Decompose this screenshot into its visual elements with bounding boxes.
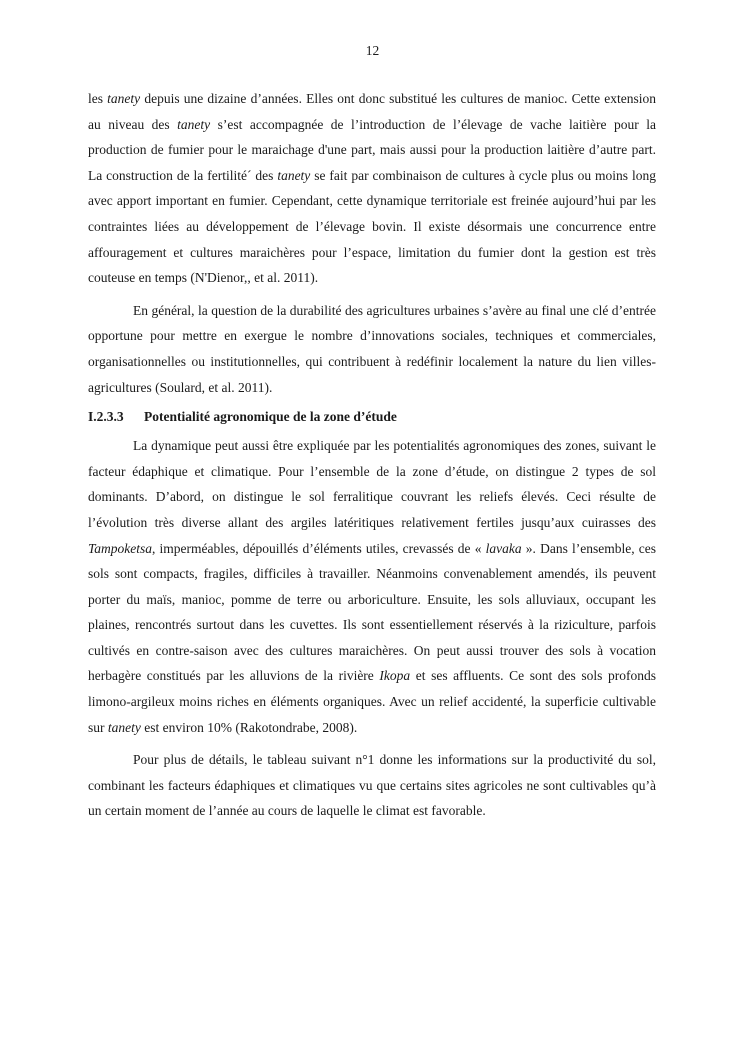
- paragraph-potentialite: [88, 433, 656, 740]
- text-span: et ses affluents. Ce sont des sols profonds limono-argileux moins riches en éléments organiques. Avec un relief accidenté, la superficie cultivable sur: [88, 668, 656, 735]
- italic-term: tanety: [277, 167, 311, 183]
- page-number: 12: [365, 43, 380, 58]
- italic-term: tanety: [177, 116, 211, 132]
- italic-term: tanety: [107, 91, 141, 106]
- document-body: [88, 86, 656, 824]
- paragraph-tanety-extension: [88, 86, 656, 291]
- italic-term: Tampoketsa: [88, 540, 153, 556]
- section-number: I.2.3.3: [88, 409, 124, 425]
- text-span: depuis une dizaine d’années. Elles ont donc substitué les cultures de manioc. Cette extension au niveau des: [88, 91, 656, 132]
- paragraph-tableau-details: Pour plus de détails, le tableau suivant n°1 donne les informations sur la productivité du sol, combinant les facteurs édaphiques et climatiques vu que certains sites agricoles ne sont cultivables qu’à un certain moment de l’année au cours de laquelle le climat est favorable.: [88, 752, 656, 819]
- italic-term: lavaka: [485, 540, 522, 556]
- text-span: s’est accompagnée de l’introduction de l’élevage de vache laitière pour la production de fumier pour le maraichage d'une part, mais aussi pour la production laitière d’autre part. La construction de la fertilité´ des: [88, 116, 656, 183]
- text-span: La dynamique peut aussi être expliquée par les potentialités agronomiques des zones, suivant le facteur édaphique et climatique. Pour l’ensemble de la zone d’étude, on distingue 2 types de sol dominants. D’abord, on distingue le sol ferralitique couvrant les reliefs élevés. Ceci résulte de l’évolution très diverse allant des argiles latéritiques relativement fertiles jusqu’aux cuirasses des: [88, 438, 656, 530]
- text-span: ». Dans l’ensemble, ces sols sont compacts, fragiles, difficiles à travailler. Néanmoins convenablement amendés, ils peuvent porter du maïs, manioc, pomme de terre ou arboriculture. Ensuite, les sols alluviaux, occupant les plaines, rencontrés surtout dans les cuvettes. Ils sont essentiellement réservés à la riziculture, parfois cultivés en contre-saison avec des cultures maraichères. On peut aussi trouver des sols à vocation herbagère constitués par les alluvions de la rivière: [88, 540, 656, 684]
- text-span: est environ 10% (Rakotondrabe, 2008).: [140, 719, 358, 735]
- text-span: les: [88, 91, 108, 106]
- section-title: Potentialité agronomique de la zone d’étude: [144, 409, 397, 425]
- text-span: , imperméables, dépouillés d’éléments utiles, crevassés de «: [152, 540, 486, 556]
- italic-term: Ikopa: [379, 668, 411, 684]
- section-heading: [88, 407, 656, 427]
- paragraph-durabilite: En général, la question de la durabilité des agricultures urbaines s’avère au final une clé d’entrée opportune pour mettre en exergue le nombre d’innovations sociales, techniques et commerciales, organisationnelles ou institutionnelles, qui contribuent à redéfinir localement la nature du lien villes-agricultures (Soulard, et al. 2011).: [88, 302, 656, 395]
- text-span: se fait par combinaison de cultures à cycle plus ou moins long avec apport important en fumier. Cependant, cette dynamique territoriale est freinée aujourd’hui par les contraintes liées au développement de l’élevage bovin. Il existe désormais une concurrence entre affouragement et cultures maraichères pour l’espace, limitation du fumier dont la gestion est très couteuse en temps (N'Dienor,, et al. 2011).: [88, 167, 656, 286]
- italic-term: tanety: [107, 719, 141, 735]
